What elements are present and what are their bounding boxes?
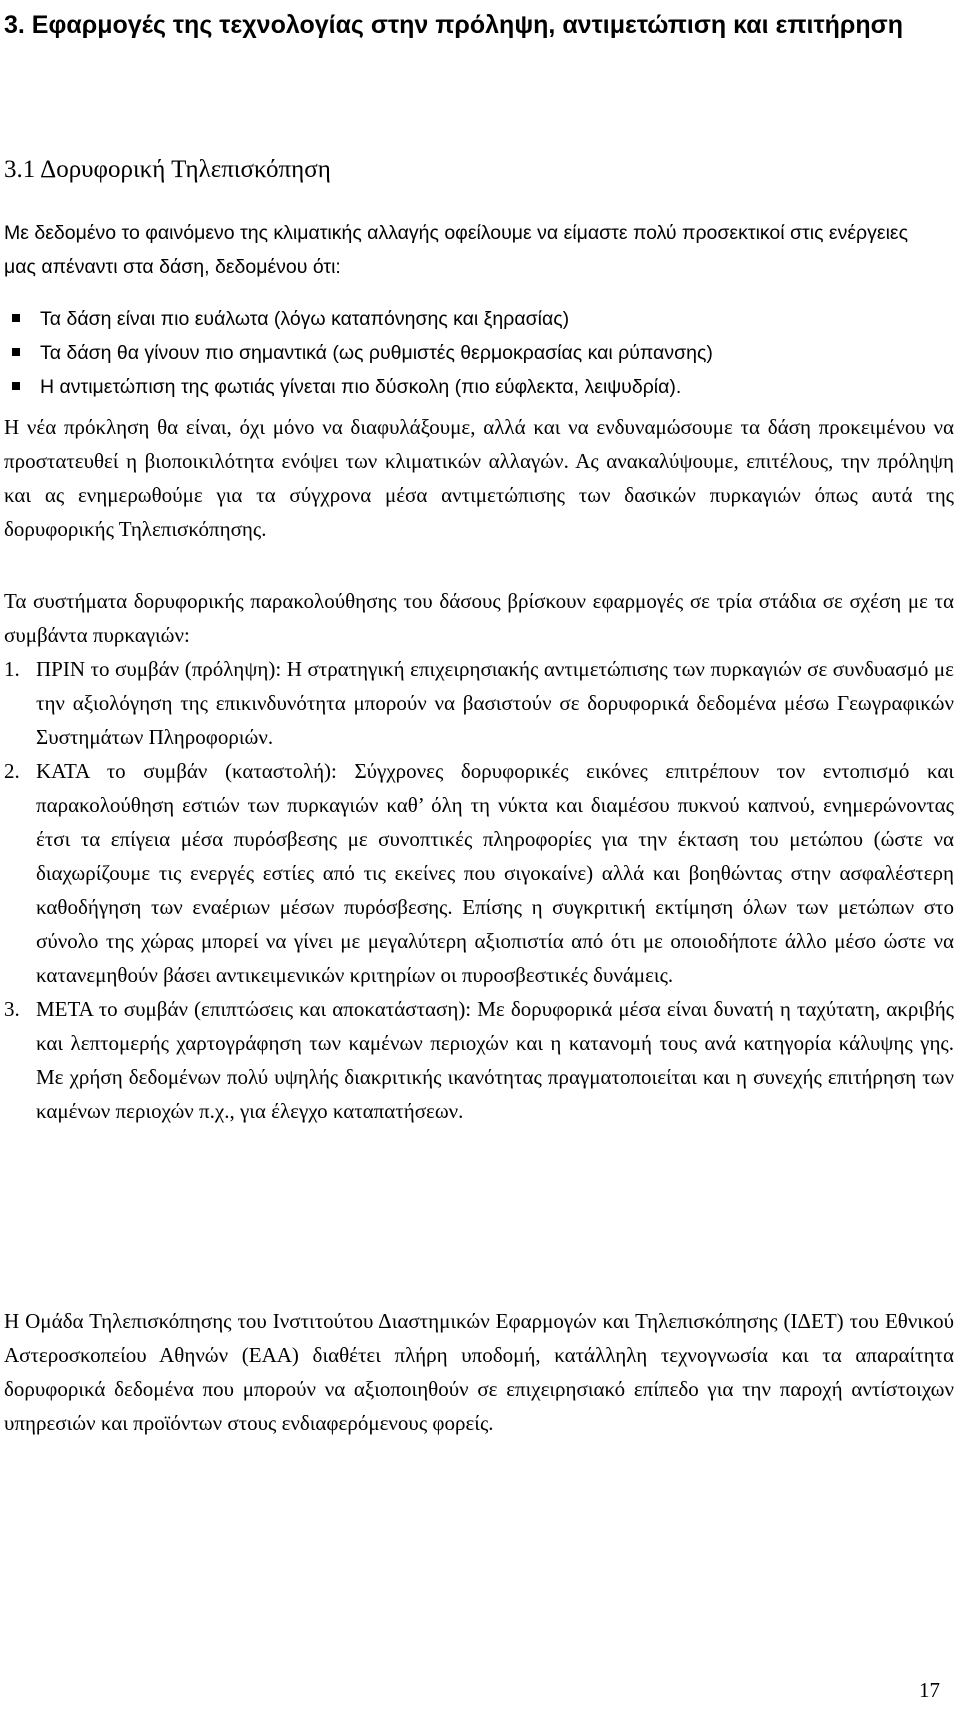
stage-item <box>4 754 954 992</box>
stage-number: 3. <box>4 997 20 1021</box>
stages-list <box>4 652 954 1128</box>
stage-text: ΚΑΤΑ το συμβάν (καταστολή): Σύγχρονες δορυφορικές εικόνες επιτρέπουν τον εντοπισμό και παρακολούθηση εστιών των πυρκαγιών καθ’ όλη τη νύκτα και διαμέσου πυκνού καπνού, ενημερώνοντας έτσι τα επίγεια μέσα πυρόσβεσης με συνοπτικές πληροφορίες για την έκταση του μετώπου (ώστε να διαχωρίζουμε τις ενεργές εστίες από τις εκείνες που σιγοκαίνε) αλλά και βοηθώντας στην ασφαλέστερη καθοδήγηση των εναέριων μέσων πυρόσβεσης. Επίσης η συγκριτική εκτίμηση όλων των μετώπων στο σύνολο της χώρας μπορεί να γίνει με μεγαλύτερη αξιοπιστία από ότι με οποιοδήποτε άλλο μέσο ώστε να κατανεμηθούν βάσει αντικειμενικών κριτηρίων οι πυροσβεστικές δυνάμεις. <box>36 759 954 987</box>
bullet-list <box>4 302 944 404</box>
stage-number: 2. <box>4 759 20 783</box>
institute-paragraph: Η Ομάδα Τηλεπισκόπησης του Ινστιτούτου Διαστημικών Εφαρμογών και Τηλεπισκόπησης (ΙΔΕΤ) του Εθνικού Αστεροσκοπείου Αθηνών (ΕΑΑ) διαθέτει πλήρη υποδομή, κατάλληλη τεχνογνωσία και τα απαραίτητα δορυφορικά δεδομένα που μπορούν να αξιοποιηθούν σε επιχειρησιακό επίπεδο για την παροχή αντίστοιχων υπηρεσιών και προϊόντων στους ενδιαφερόμενους φορείς. <box>4 1309 954 1435</box>
bullet-text: Τα δάση θα γίνουν πιο σημαντικά (ως ρυθμιστές θερμοκρασίας και ρύπανσης) <box>40 342 713 364</box>
stage-text: ΠΡΙΝ το συμβάν (πρόληψη): Η στρατηγική επιχειρησιακής αντιμετώπισης των πυρκαγιών σε συνδυασμό με την αξιολόγηση της επικινδυνότητα μπορούν να βασιστούν σε δορυφορικά δεδομένα μέσω Γεωγραφικών Συστημάτων Πληροφοριών. <box>36 657 954 749</box>
square-bullet-icon <box>12 382 20 390</box>
stage-number: 1. <box>4 657 20 681</box>
list-item <box>4 370 944 404</box>
square-bullet-icon <box>12 314 20 322</box>
subsection-heading: 3.1 Δορυφορική Τηλεπισκόπηση <box>4 156 331 183</box>
stage-item <box>4 652 954 754</box>
page-number: 17 <box>919 1678 940 1702</box>
stage-text: ΜΕΤΑ το συμβάν (επιπτώσεις και αποκατάσταση): Με δορυφορικά μέσα είναι δυνατή η ταχύτατη, ακριβής και λεπτομερής χαρτογράφηση των καμένων περιοχών και η κατανομή τους ανά κατηγορία κάλυψης γης. Με χρήση δεδομένων πολύ υψηλής διακριτικής ικανότητας πραγματοποιείται και η συνεχής επιτήρηση των καμένων περιοχών π.χ., για έλεγχο καταπατήσεων. <box>36 997 954 1123</box>
square-bullet-icon <box>12 348 20 356</box>
intro-paragraph: Με δεδομένο το φαινόμενο της κλιματικής αλλαγής οφείλουμε να είμαστε πολύ προσεκτικοί στις ενέργειες μας απέναντι στα δάση, δεδομένου ότι: <box>4 222 908 278</box>
challenge-paragraph: Η νέα πρόκληση θα είναι, όχι μόνο να διαφυλάξουμε, αλλά και να ενδυναμώσουμε τα δάση προκειμένου να προστατευθεί η βιοποικιλότητα ενόψει των κλιματικών αλλαγών. Ας ανακαλύψουμε, επιτέλους, την πρόληψη και ας ενημερωθούμε για τα σύγχρονα μέσα αντιμετώπισης των δασικών πυρκαγιών όπως αυτά της δορυφορικής Τηλεπισκόπησης. <box>4 415 954 541</box>
list-item <box>4 336 944 370</box>
stage-item <box>4 992 954 1128</box>
list-item <box>4 302 944 336</box>
bullet-text: Η αντιμετώπιση της φωτιάς γίνεται πιο δύσκολη (πιο εύφλεκτα, λειψυδρία). <box>40 376 682 398</box>
systems-paragraph: Τα συστήματα δορυφορικής παρακολούθησης του δάσους βρίσκουν εφαρμογές σε τρία στάδια σε σχέση με τα συμβάντα πυρκαγιών: <box>4 589 954 647</box>
bullet-text: Τα δάση είναι πιο ευάλωτα (λόγω καταπόνησης και ξηρασίας) <box>40 308 570 330</box>
section-heading: 3. Εφαρμογές της τεχνολογίας στην πρόληψη, αντιμετώπιση και επιτήρηση <box>4 11 903 39</box>
